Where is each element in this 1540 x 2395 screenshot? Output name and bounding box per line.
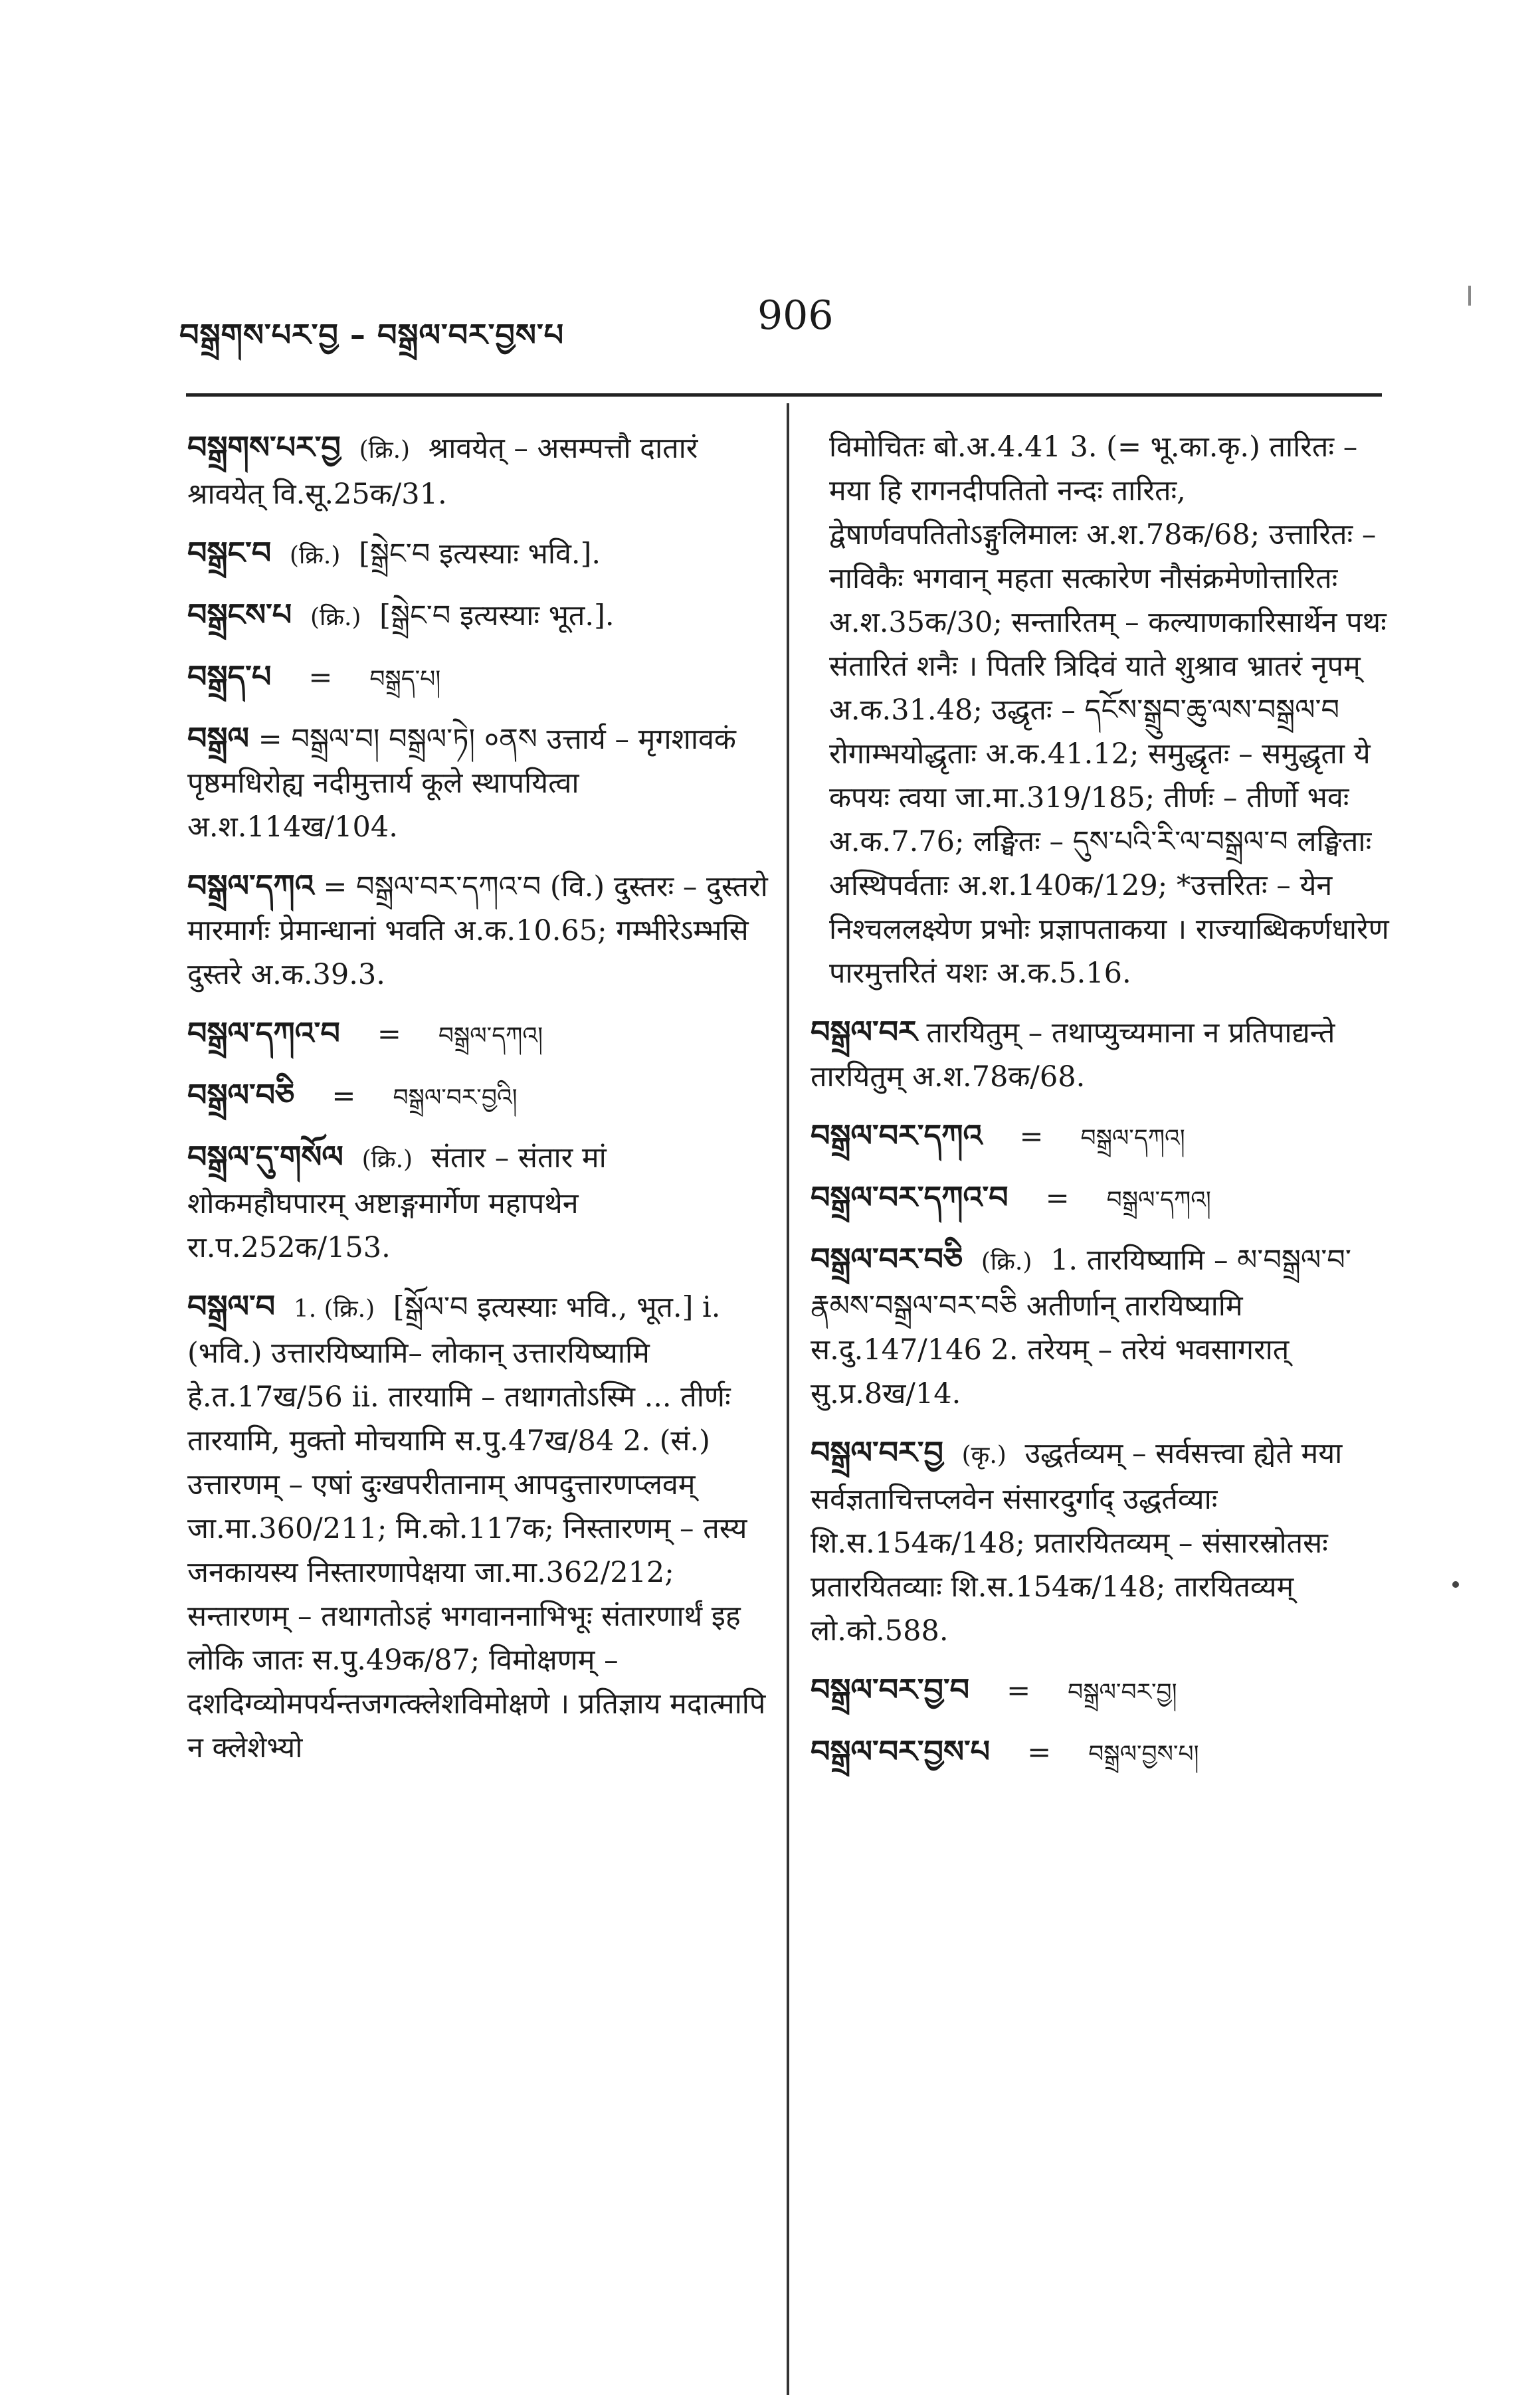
headword: བསྒྲལ — [187, 720, 250, 756]
headword: བསྒྲགས་པར་བྱ — [187, 429, 341, 465]
equals-sign: = — [1019, 1120, 1044, 1153]
dictionary-entry — [187, 1073, 772, 1120]
headword: བསྒྲལ་དཀའ — [187, 868, 314, 904]
dictionary-entry — [811, 1010, 1395, 1099]
margin-mark — [1468, 286, 1471, 306]
dictionary-entry — [811, 1113, 1395, 1161]
grammar-tag: (क्रि.) — [310, 604, 361, 631]
entry-body: = བསྒྲལ་བར་དཀའ་བ (वि.) दुस्तरः – दुस्तरो मारमार्गः प्रेमान्धानां भवति अ.क.10.65; गम्भीरेऽम्भसि दुस्तरे अ.क.39.3. — [187, 870, 768, 991]
grammar-tag: (क्रि.) — [361, 1146, 413, 1173]
page-number: 906 — [757, 292, 834, 339]
dictionary-entry — [187, 864, 772, 997]
headword: བསྒྲལ་བར་བྱ་བ — [811, 1672, 970, 1707]
right-column — [811, 425, 1395, 1791]
grammar-tag: (क्रि.) — [981, 1248, 1032, 1276]
header-rule — [186, 393, 1382, 397]
entry-body: བསྒྲལ་དཀའ། — [438, 1022, 543, 1050]
dictionary-entry — [811, 1729, 1395, 1776]
entry-body: བསྒྲལ་དཀའ། — [1106, 1187, 1211, 1214]
headword: བསྒྲལ་བར་དཀའ་བ — [811, 1179, 1009, 1215]
grammar-tag: (क्रि.) — [289, 542, 341, 569]
entry-body: [སྒྲེང་བ इत्यस्याः भवि.]. — [349, 537, 601, 571]
dictionary-entry — [187, 654, 772, 702]
headword: བསྒྲལ་དུ་གསོལ — [187, 1139, 343, 1175]
entry-body: བསྒྲད་པ། — [369, 666, 441, 693]
entry-body: 1. तारयिष्यामि – མ་བསྒྲལ་བ་རྣམས་བསྒྲལ་བར་བཅི अतीर्णान् तारयिष्यामि स.दु.147/146 2. तरेयम् – तरेयं भवसागरात् सु.प्र.8ख/14. — [811, 1244, 1351, 1410]
dictionary-entry — [187, 1284, 772, 1770]
headword: བསྒྲལ་བར — [811, 1014, 917, 1050]
dictionary-entry — [187, 425, 772, 516]
equals-sign: = — [1045, 1182, 1070, 1215]
headword: བསྒྲང་བ — [187, 535, 272, 571]
headword: བསྒྲལ་བར་བྱ — [811, 1434, 943, 1470]
dictionary-entry — [811, 1175, 1395, 1222]
dictionary-entry — [811, 1668, 1395, 1715]
entry-body: བསྒྲལ་དཀའ། — [1080, 1125, 1185, 1152]
grammar-tag: 1. (क्रि.) — [293, 1295, 375, 1323]
headword: བསྒྲད་པ — [187, 658, 272, 694]
dictionary-entry — [187, 531, 772, 578]
headword: བསྒྲལ་དཀའ་བ — [187, 1015, 340, 1051]
equals-sign: = — [332, 1080, 356, 1113]
headword: བསྒྲལ་བར་དཀའ — [811, 1117, 983, 1153]
dictionary-entry — [811, 1237, 1395, 1416]
margin-dot — [1452, 1581, 1459, 1588]
dictionary-entry — [187, 1011, 772, 1058]
entry-body: उद्धर्तव्यम् – सर्वसत्त्वा ह्येते मया सर्वज्ञताचित्तप्लवेन संसारदुर्गाद् उद्धर्तव्याः शि.स.154क/148; प्रतारयितव्यम् – संसारस्रोतसः प्रतारयितव्याः शि.स.154क/148; तारयितव्यम् लो.को.588. — [811, 1437, 1343, 1648]
dictionary-entry — [811, 1430, 1395, 1653]
equals-sign: = — [377, 1018, 401, 1051]
headword: བསྒྲལ་བ — [187, 1288, 276, 1324]
column-divider — [787, 403, 789, 2395]
entry-body: श्रावयेत् – असम्पत्तौ दातारं श्रावयेत् वि.सू.25क/31. — [187, 432, 698, 511]
equals-sign: = — [1007, 1674, 1031, 1707]
headword: བསྒྲལ་བཅི — [187, 1077, 295, 1113]
headword: བསྒྲལ་བར་བྱས་པ — [811, 1733, 991, 1769]
left-column — [187, 425, 772, 1784]
dictionary-entry — [187, 593, 772, 640]
headword: བསྒྲལ་བར་བཅི — [811, 1241, 963, 1277]
entry-continuation: विमोचितः बो.अ.4.41 3. (= भू.का.कृ.) तारितः – मया हि रागनदीपतितो नन्दः तारितः, द्वेषार्णवपतितोऽङ्गुलिमालः अ.श.78क/68; उत्तारितः – नाविकैः भगवान् महता सत्कारेण नौसंक्रमेणोत्तारितः अ.श.35क/30; सन्तारितम् – कल्याणकारिसार्थेन पथः संतारितं शनैः । पितरि त्रिदिवं याते शुश्राव भ्रातरं नृपम् अ.क.31.48; उद्धृतः – དངོས་སྒྲུབ་ཆུ་ལས་བསྒྲལ་བ रोगाम्भयोद्धृताः अ.क.41.12; समुद्धृतः – समुद्धृता ये कपयः त्वया जा.मा.319/185; तीर्णः – तीर्णो भवः अ.क.7.76; लङ्घितः – དུས་པའི་རི་ལ་བསྒྲལ་བ लङ्घिताः अस्थिपर्वताः अ.श.140क/129; *उत्तरितः – येन निश्चललक्ष्येण प्रभोः प्रज्ञापताकया । राज्याब्धिकर्णधारेण पारमुत्तरितं यशः अ.क.5.16. — [829, 431, 1389, 990]
grammar-tag: (कृ.) — [961, 1442, 1007, 1469]
entry-body: བསྒྲལ་བྱས་པ། — [1088, 1741, 1199, 1768]
entry-body: བསྒྲལ་བར་བྱའི། — [393, 1084, 518, 1111]
entry-body: = བསྒྲལ་བ། བསྒྲལ་ཏེ། ०ནས उत्तार्य – मृगशावकं पृष्ठमधिरोह्य नदीमुत्तार्य कूले स्थापयित्वा अ.श.114ख/104. — [187, 723, 736, 844]
entry-body: [སྒྲོལ་བ इत्यस्याः भवि., भूत.] i. (भवि.) उत्तारयिष्यामि– लोकान् उत्तारयिष्यामि हे.त.17ख/56 ii. तारयामि – तथागतोऽस्मि ... तीर्णः तारयामि, मुक्तो मोचयामि स.पु.47ख/84 2. (सं.) उत्तारणम् – एषां दुःखपरीतानाम् आपदुत्तारणप्लवम् जा.मा.360/211; मि.को.117क; निस्तारणम् – तस्य जनकायस्य निस्तारणापेक्षया जा.मा.362/212; सन्तारणम् – तथागतोऽहं भगवाननाभिभूः संतारणार्थं इह लोकि जातः स.पु.49क/87; विमोक्षणम् – दशदिग्व्योमपर्यन्तजगत्क्लेशविमोक्षणे । प्रतिज्ञाय मदात्मापि न क्लेशेभ्यो — [187, 1291, 766, 1765]
headword: བསྒྲངས་པ — [187, 597, 292, 632]
grammar-tag: (क्रि.) — [359, 436, 411, 464]
entry-body: संतार – संतार मां शोकमहौघपारम् अष्टाङ्गमार्गेण महापथेन रा.प.252क/153. — [187, 1141, 607, 1264]
header-range: བསྒྲགས་པར་བྱ – བསྒྲལ་བར་བྱས་པ — [179, 317, 565, 353]
entry-body: བསྒྲལ་བར་བྱ། — [1068, 1679, 1177, 1706]
dictionary-entry — [187, 716, 772, 849]
entry-body: तारयितुम् – तथाप्युच्यमाना न प्रतिपाद्यन्ते तारयितुम् अ.श.78क/68. — [811, 1016, 1335, 1094]
page-header — [179, 292, 1375, 353]
equals-sign: = — [1027, 1736, 1052, 1769]
dictionary-entry — [187, 1135, 772, 1270]
equals-sign: = — [308, 661, 333, 694]
entry-body: [སྒྲེང་བ इत्यस्याः भूत.]. — [370, 599, 615, 632]
